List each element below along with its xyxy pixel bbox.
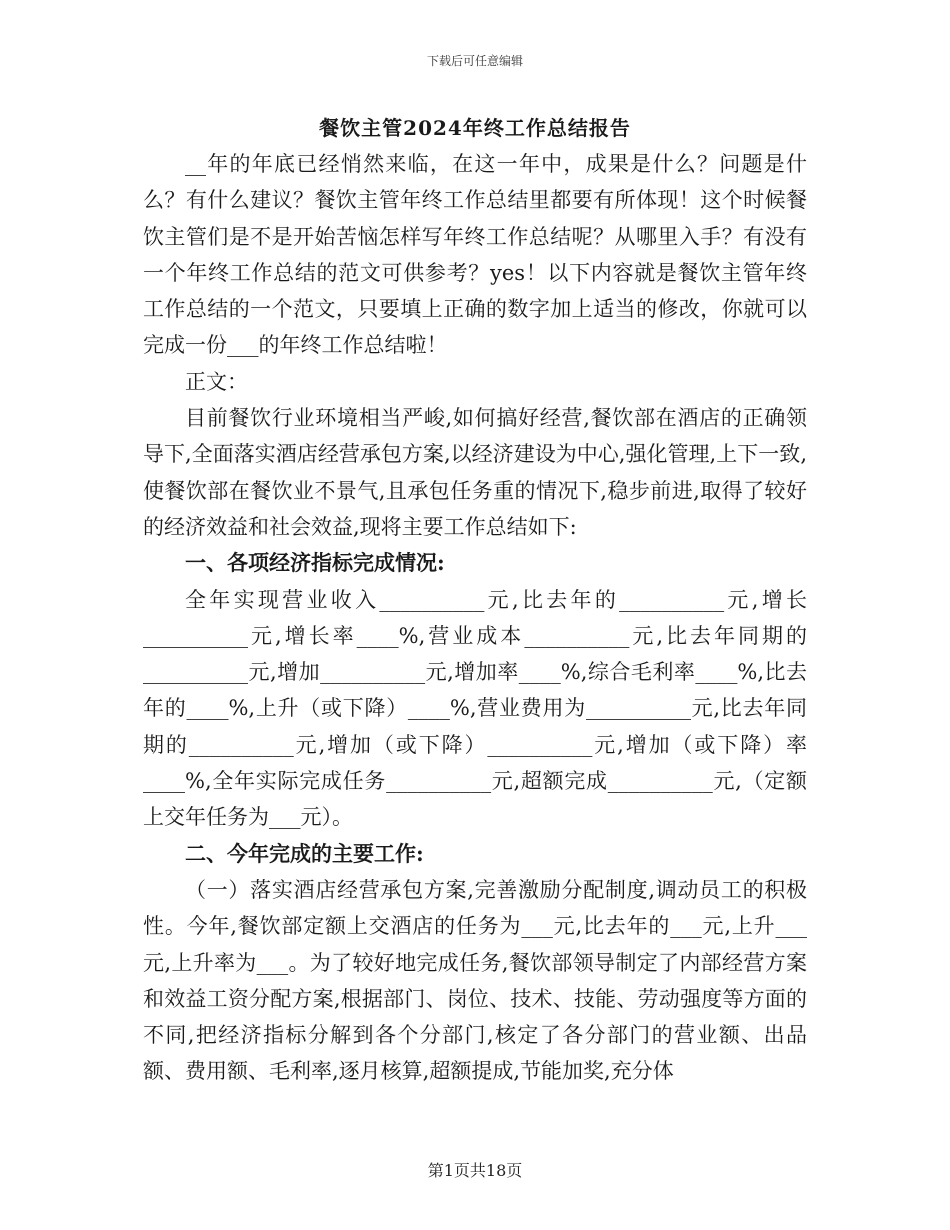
- main-work-paragraph: （一）落实酒店经营承包方案,完善激励分配制度,调动员工的积极性。今年,餐饮部定额上交酒店的任务为___元,比去年的___元,上升___元,上升率为___。为了较好地完成任务,餐饮部领导制定了内部经营方案和效益工资分配方案,根据部门、岗位、技术、技能、劳动强度等方面的不同,把经济指标分解到各个分部门,核定了各分部门的营业额、出品额、费用额、毛利率,逐月核算,超额提成,节能加奖,充分体: [143, 877, 807, 1084]
- overview-paragraph: 目前餐饮行业环境相当严峻,如何搞好经营,餐饮部在酒店的正确领导下,全面落实酒店经营承包方案,以经济建设为中心,强化管理,上下一致,使餐饮部在餐饮业不景气,且承包任务重的情况下,稳步前进,取得了较好的经济效益和社会效益,现将主要工作总结如下:: [143, 406, 807, 539]
- intro-paragraph: __年的年底已经悄然来临，在这一年中，成果是什么？问题是什么？有什么建议？餐饮主管年终工作总结里都要有所体现！这个时候餐饮主管们是不是开始苦恼怎样写年终工作总结呢？从哪里入手？有没有一个年终工作总结的范文可供参考？yes！以下内容就是餐饮主管年终工作总结的一个范文，只要填上正确的数字加上适当的修改，你就可以完成一份___的年终工作总结啦！: [143, 152, 807, 358]
- document-body: [143, 146, 807, 1090]
- body-label: 正文：: [185, 369, 248, 394]
- indicators-paragraph: 全年实现营业收入__________元,比去年的__________元,增长__________元,增长率____%,营业成本__________元,比去年同期的__________元,增加__________元,增加率____%,综合毛利率____%,比去年的____%,上升（或下降）____%,营业费用为__________元,比去年同期的__________元,增加（或下降）__________元,增加（或下降）率____%,全年实际完成任务__________元,超额完成__________元,（定额上交年任务为___元）。: [143, 587, 807, 830]
- header-note: 下载后可任意编辑: [426, 54, 523, 68]
- section-heading-indicators: 一、各项经济指标完成情况:: [185, 550, 445, 576]
- section-heading-main-work: 二、今年完成的主要工作:: [185, 840, 424, 866]
- document-title: 餐饮主管2024年终工作总结报告: [319, 116, 631, 140]
- page-number: 第1页共18页: [427, 1161, 523, 1180]
